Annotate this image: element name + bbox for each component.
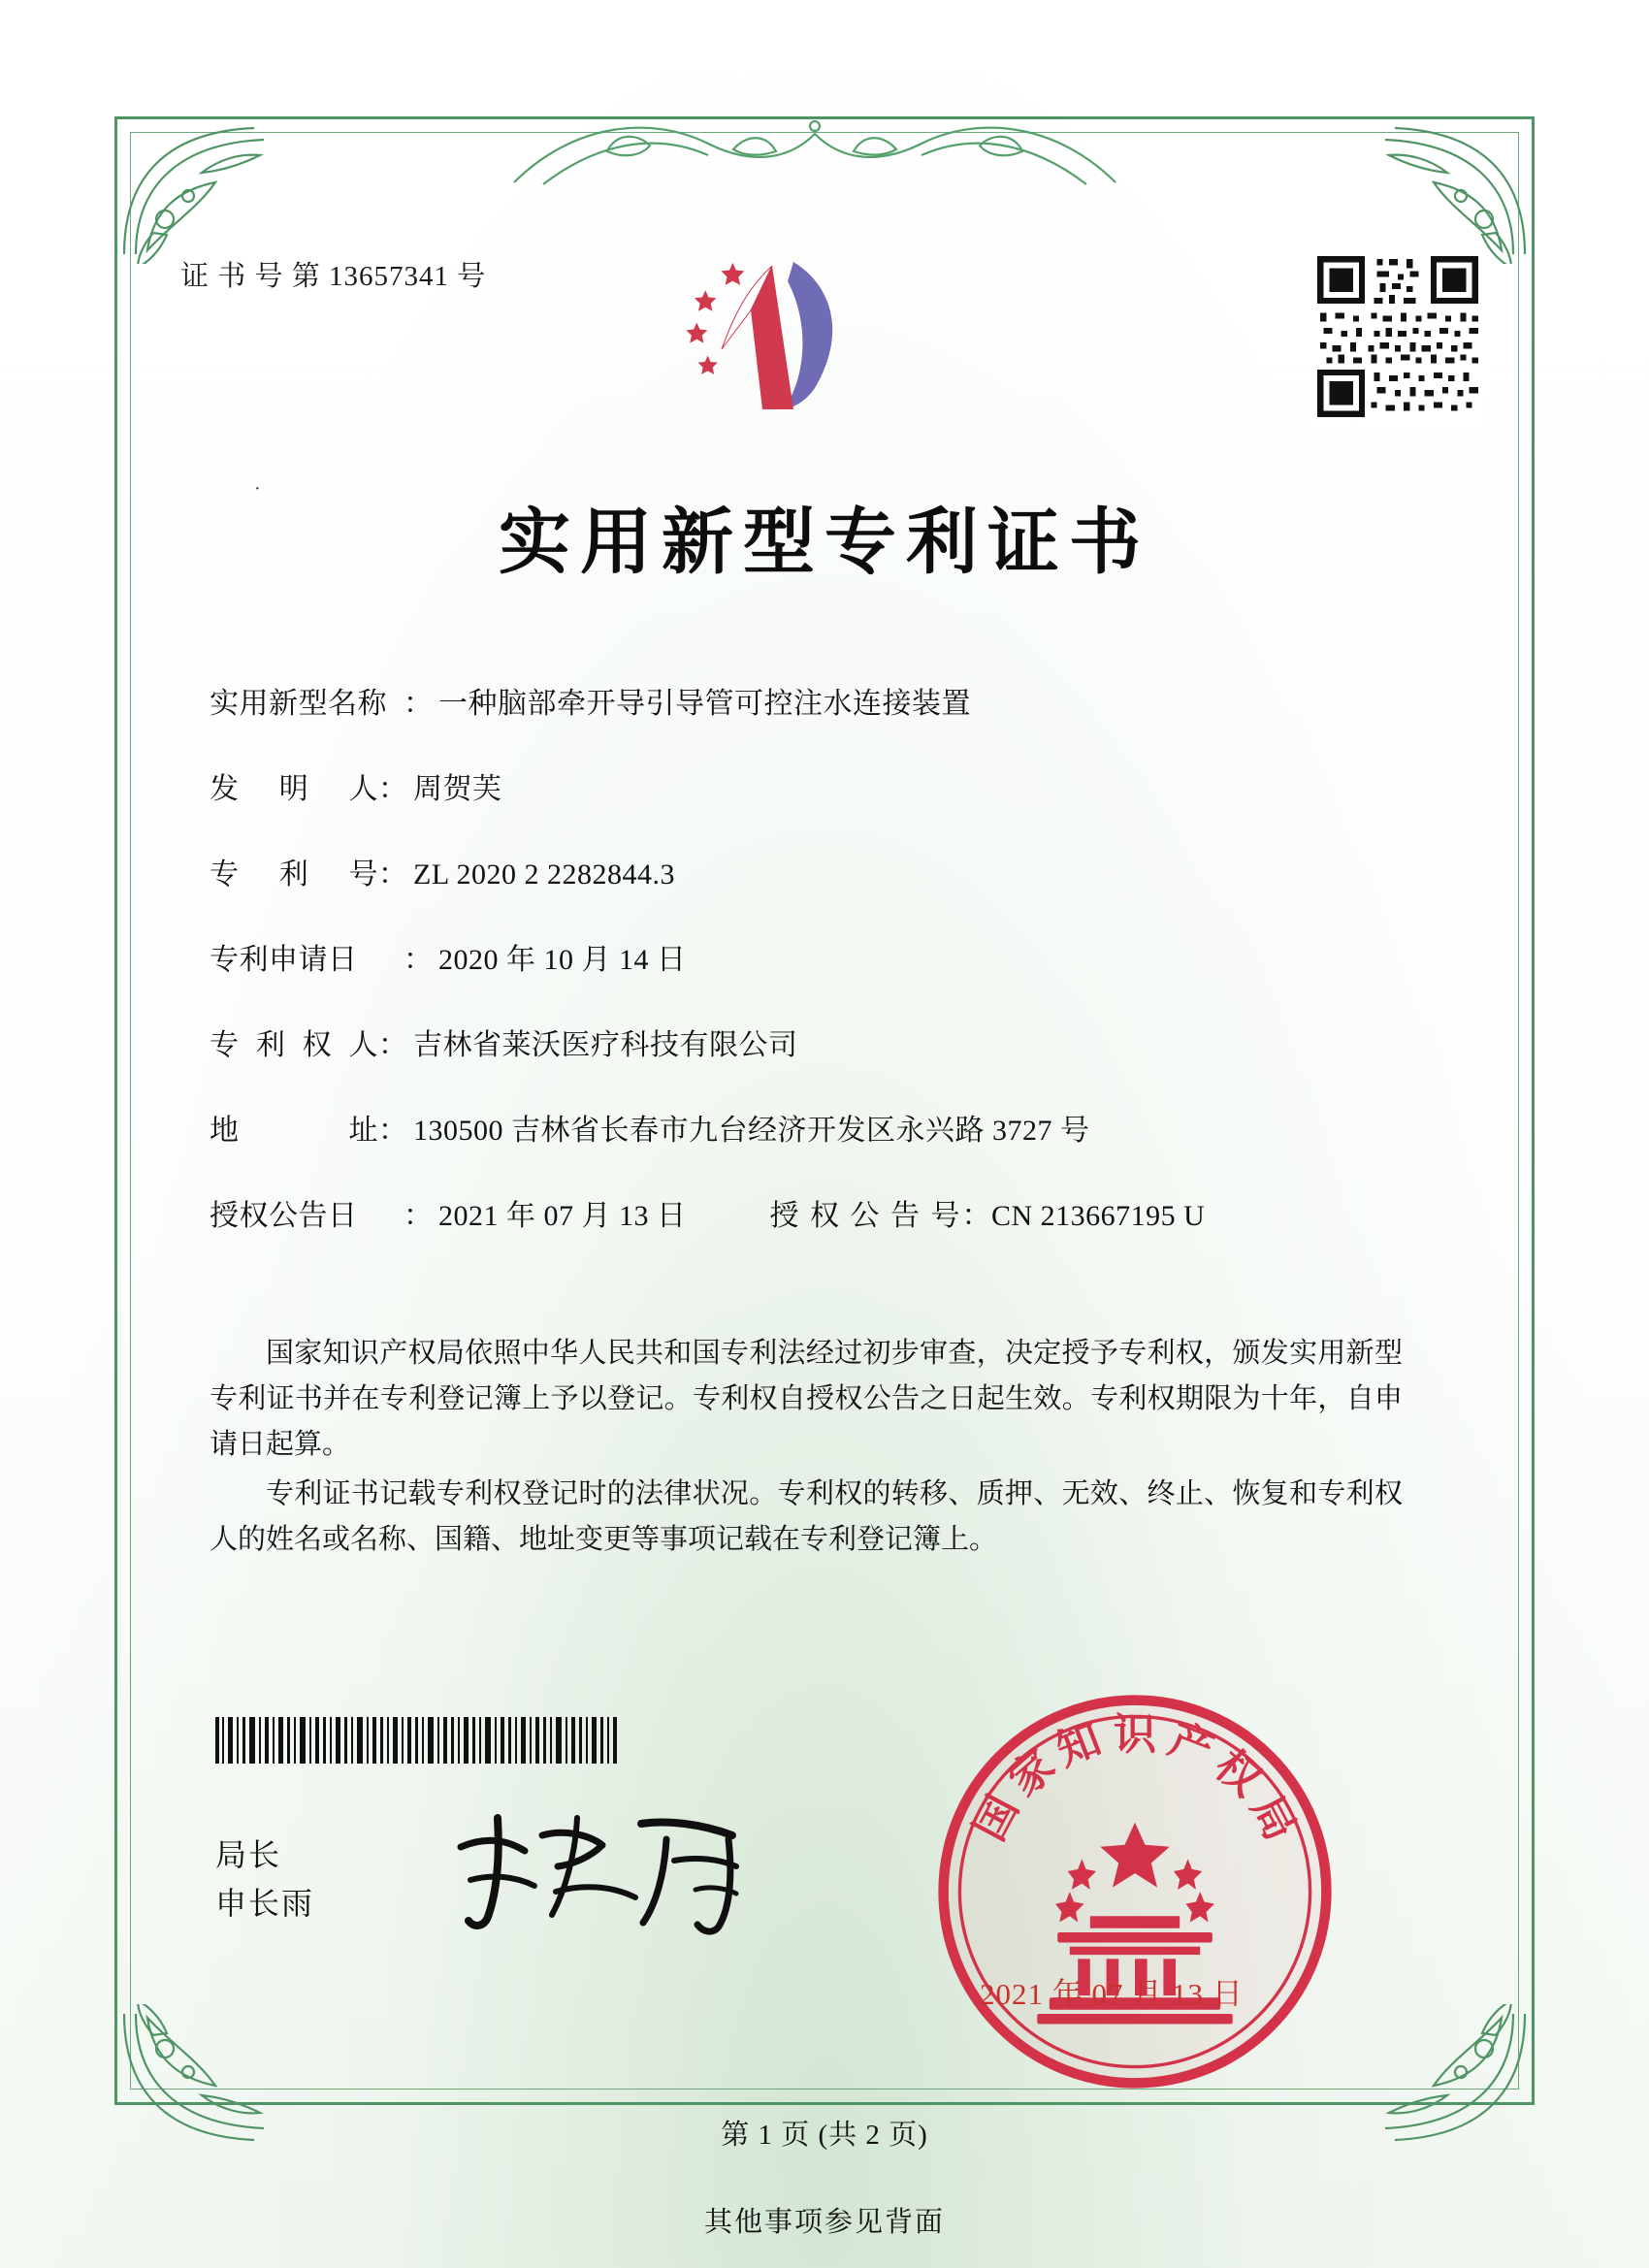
field-label: 地 址 <box>210 1115 378 1147</box>
legal-paragraph-2: 专利证书记载专利权登记时的法律状况。专利权的转移、质押、无效、终止、恢复和专利权人的姓名或名称、国籍、地址变更等事项记载在专利登记簿上。 <box>210 1477 1403 1555</box>
seal-date: 2021 年 07 月 13 日 <box>980 1977 1244 2011</box>
field-label: 专利申请日 <box>210 944 358 976</box>
director-title: 局长 <box>215 1837 282 1872</box>
field-application-date <box>210 935 1393 978</box>
field-inventor <box>210 764 1393 807</box>
field-colon: ： <box>378 859 407 891</box>
certificate-number: 证 书 号 第 13657341 号 <box>180 261 487 292</box>
director-name: 申长雨 <box>215 1885 315 1921</box>
svg-text:权: 权 <box>1205 1740 1271 1806</box>
field-value: 2020 年 10 月 14 日 <box>438 944 687 976</box>
svg-text:产: 产 <box>1162 1714 1220 1776</box>
svg-text:国: 国 <box>964 1787 1029 1849</box>
field-publication <box>210 1191 1393 1234</box>
field-colon: ： <box>961 1200 991 1232</box>
publication-date-label: 授权公告日 <box>210 1200 358 1232</box>
field-colon: ： <box>404 1200 433 1232</box>
qr-code-icon <box>1311 250 1484 423</box>
svg-text:识: 识 <box>1113 1710 1157 1760</box>
page-number: 第 1 页 (共 2 页) <box>721 2120 928 2151</box>
field-value: 周贺芙 <box>413 773 502 805</box>
barcode-icon <box>215 1717 623 1764</box>
field-value: 130500 吉林省长春市九台经济开发区永兴路 3727 号 <box>413 1115 1090 1147</box>
field-list <box>210 679 1393 1273</box>
field-value: 吉林省莱沃医疗科技有限公司 <box>413 1029 798 1061</box>
field-label: 专 利 权 人 <box>210 1029 378 1061</box>
field-colon: ： <box>404 944 433 976</box>
director-block <box>215 1831 314 1928</box>
top-flourish-ornament <box>504 105 1125 194</box>
field-utility-model-name <box>210 679 1393 722</box>
page-title: 实用新型专利证书 <box>499 501 1150 584</box>
official-seal-icon <box>931 1688 1339 2095</box>
svg-text:知: 知 <box>1050 1714 1108 1776</box>
field-colon: ： <box>378 1029 407 1061</box>
field-colon: ： <box>378 773 407 805</box>
legal-paragraph-1: 国家知识产权局依照中华人民共和国专利法经过初步审查，决定授予专利权，颁发实用新型专利证书并在专利登记簿上予以登记。专利权自授权公告之日起生效。专利权期限为十年，自申请日起算。 <box>210 1338 1403 1460</box>
back-side-note: 其他事项参见背面 <box>703 2207 945 2238</box>
field-colon: ： <box>404 688 433 720</box>
stray-ink-mark: · <box>254 478 261 500</box>
publication-number-group <box>770 1191 1206 1234</box>
field-patentee <box>210 1021 1393 1063</box>
field-value: 一种脑部牵开导引导管可控注水连接装置 <box>438 688 971 720</box>
field-label: 专 利 号 <box>210 859 378 891</box>
handwritten-signature-icon <box>441 1797 771 1942</box>
field-value: ZL 2020 2 2282844.3 <box>413 859 676 891</box>
field-colon: ： <box>378 1115 407 1147</box>
field-label: 实用新型名称 <box>210 688 387 720</box>
publication-values <box>438 1191 1393 1234</box>
svg-text:局: 局 <box>1241 1787 1306 1849</box>
field-patent-number <box>210 850 1393 892</box>
publication-date-value: 2021 年 07 月 13 日 <box>438 1200 687 1232</box>
svg-text:家: 家 <box>999 1740 1065 1806</box>
publication-number-value: CN 213667195 U <box>991 1200 1206 1232</box>
publication-number-label: 授 权 公 告 号 <box>769 1200 962 1232</box>
legal-text <box>210 1331 1403 1567</box>
field-label: 发 明 人 <box>210 773 378 805</box>
cnipa-logo-icon <box>679 243 883 427</box>
field-address <box>210 1106 1393 1149</box>
